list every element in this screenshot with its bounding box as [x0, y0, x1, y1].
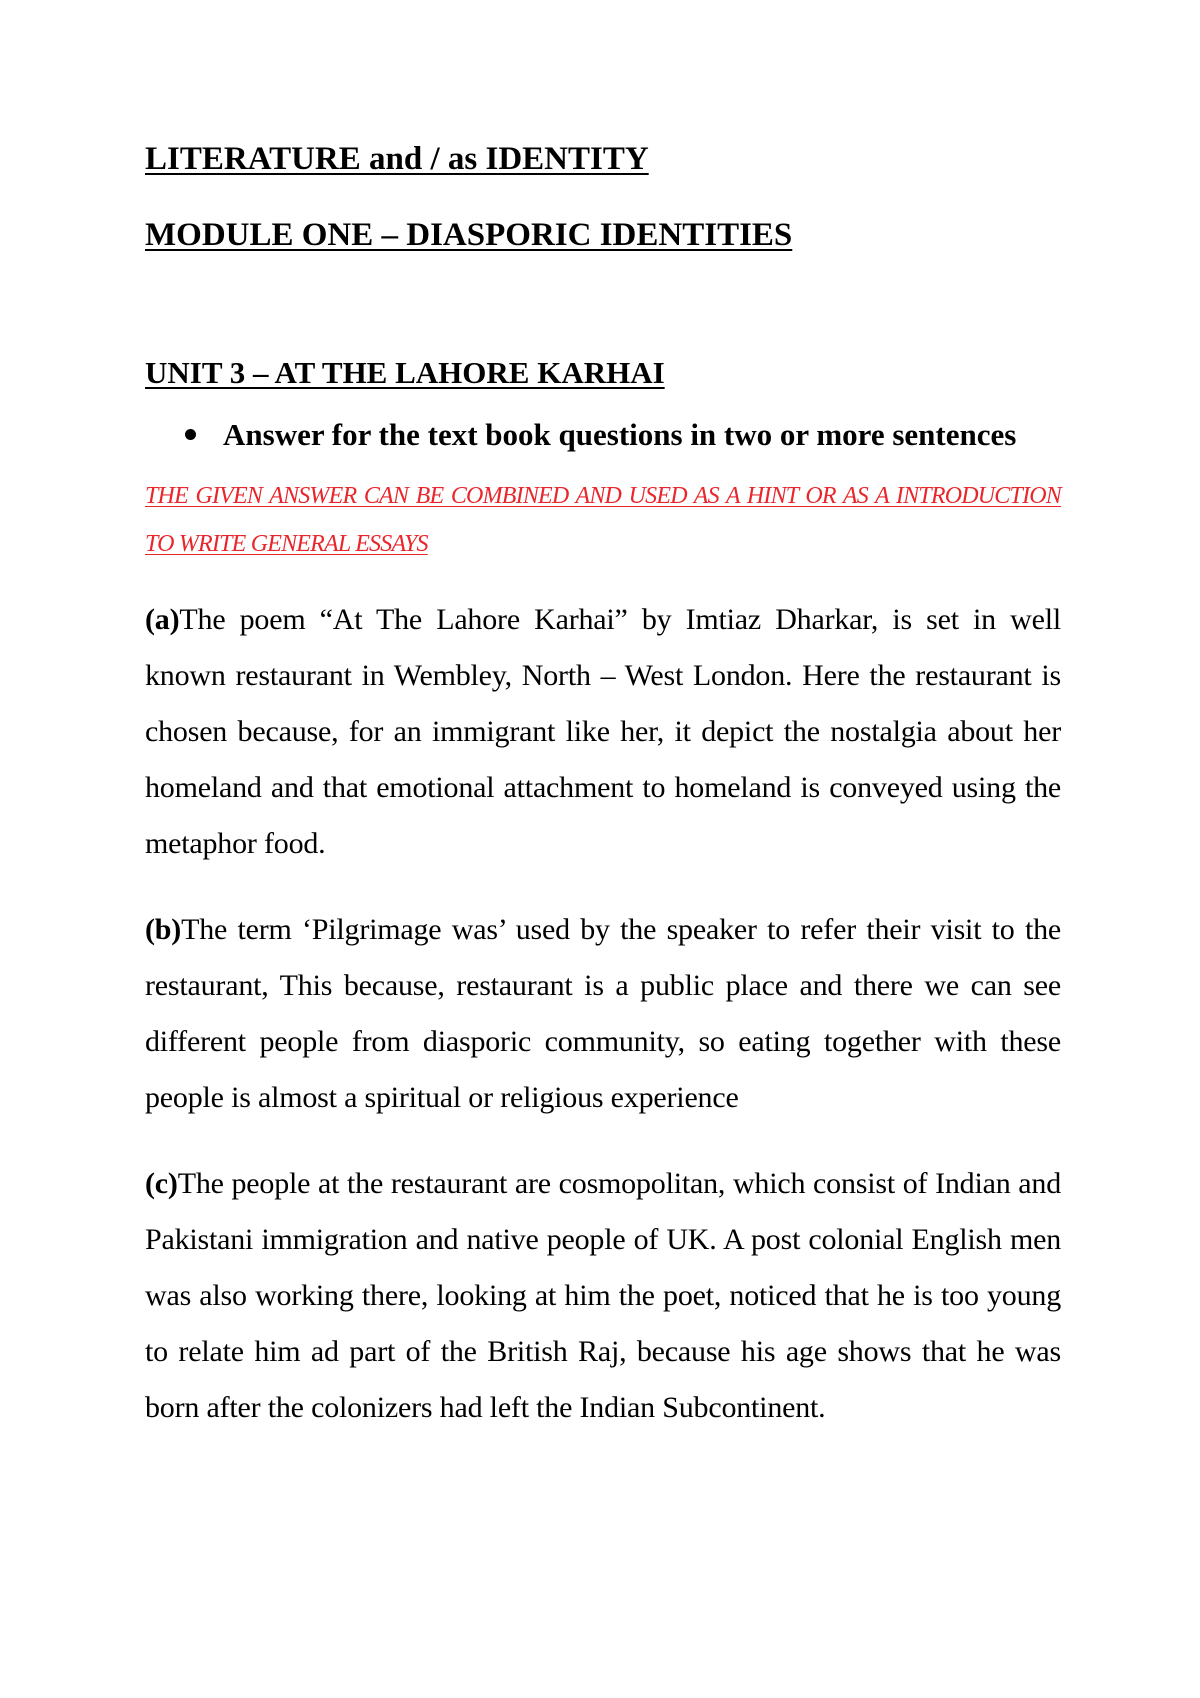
answer-text: The term ‘Pilgrimage was’ used by the speaker to refer their visit to the restaurant, This because, restaurant is a public place and there we can see different people from diasporic community, so eating together with these people is almost a spiritual or religious experience — [145, 912, 1061, 1114]
answer-marker: (b) — [145, 912, 182, 946]
course-title: LITERATURE and / as IDENTITY — [145, 141, 649, 177]
hint-note: THE GIVEN ANSWER CAN BE COMBINED AND USED AS A HINT OR AS A INTRODUCTION TO WRITE GENERAL ESSAYS — [145, 482, 1061, 557]
answer-b — [145, 902, 1061, 1126]
answer-text: The people at the restaurant are cosmopolitan, which consist of Indian and Pakistani immigration and native people of UK. A post colonial English men was also working there, looking at him the poet, noticed that he is too young to relate him ad part of the British Raj, because his age shows that he was born after the colonizers had left the Indian Subcontinent. — [145, 1166, 1061, 1424]
bullet-icon — [185, 429, 196, 440]
instruction-text: Answer for the text book questions in two or more sentences — [223, 417, 1017, 453]
answer-text: The poem “At The Lahore Karhai” by Imtiaz Dharkar, is set in well known restaurant in Wembley, North – West London. Here the restaurant is chosen because, for an immigrant like her, it depict the nostalgia about her homeland and that emotional attachment to homeland is conveyed using the metaphor food. — [145, 602, 1061, 860]
answer-marker: (a) — [145, 602, 180, 636]
answer-a — [145, 592, 1061, 872]
instruction-bullet — [145, 416, 1061, 453]
answer-marker: (c) — [145, 1166, 178, 1200]
module-title: MODULE ONE – DIASPORIC IDENTITIES — [145, 216, 793, 253]
unit-title: UNIT 3 – AT THE LAHORE KARHAI — [145, 355, 665, 391]
page-content — [145, 140, 1061, 1466]
answer-c — [145, 1156, 1061, 1436]
